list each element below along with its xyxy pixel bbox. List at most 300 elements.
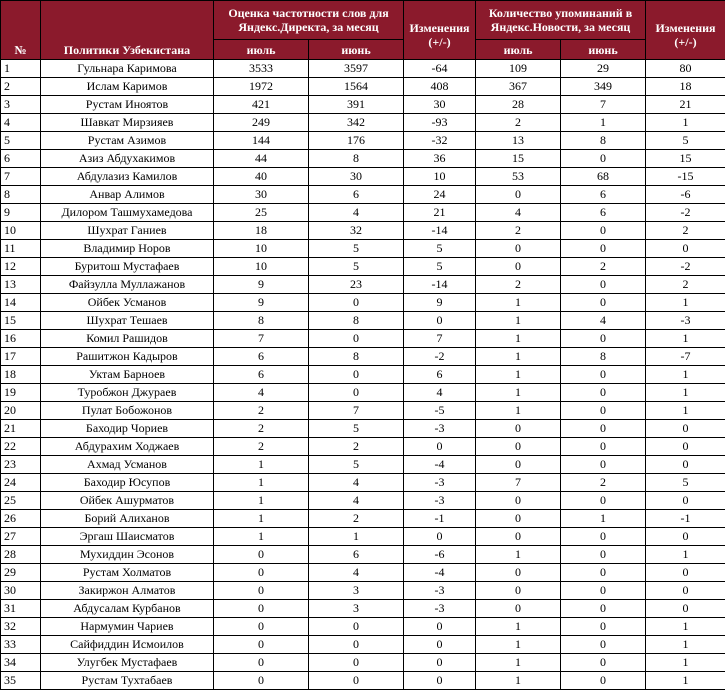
table-body <box>1 60 725 690</box>
table-row <box>1 330 725 348</box>
news-june-value: 29 <box>561 60 646 78</box>
direct-change-value: -14 <box>404 222 476 240</box>
news-change-value: 1 <box>646 114 725 132</box>
news-june-value: 0 <box>561 546 646 564</box>
col-header-direct-june: июнь <box>309 40 404 60</box>
news-change-value: -15 <box>646 168 725 186</box>
news-june-value: 0 <box>561 636 646 654</box>
news-july-value: 0 <box>476 240 561 258</box>
news-change-value: -3 <box>646 312 725 330</box>
direct-change-value: 5 <box>404 240 476 258</box>
news-change-value: 21 <box>646 96 725 114</box>
news-july-value: 0 <box>476 528 561 546</box>
news-change-value: 0 <box>646 438 725 456</box>
direct-june-value: 4 <box>309 474 404 492</box>
row-number: 15 <box>1 312 41 330</box>
news-july-value: 53 <box>476 168 561 186</box>
direct-june-value: 0 <box>309 384 404 402</box>
politician-name: Анвар Алимов <box>41 186 214 204</box>
news-change-value: 5 <box>646 132 725 150</box>
politician-name: Эргаш Шаисматов <box>41 528 214 546</box>
table-row <box>1 384 725 402</box>
direct-june-value: 4 <box>309 492 404 510</box>
direct-change-value: 7 <box>404 330 476 348</box>
news-july-value: 28 <box>476 96 561 114</box>
politician-name: Буритош Мустафаев <box>41 258 214 276</box>
news-change-unit: (+/-) <box>646 35 725 49</box>
news-june-value: 0 <box>561 150 646 168</box>
politician-name: Баходир Чориев <box>41 420 214 438</box>
direct-june-value: 5 <box>309 240 404 258</box>
header-row-top <box>1 1 725 40</box>
row-number: 23 <box>1 456 41 474</box>
news-change-value: 1 <box>646 384 725 402</box>
col-header-direct-july: июль <box>214 40 309 60</box>
direct-july-value: 0 <box>214 564 309 582</box>
politician-name: Комил Рашидов <box>41 330 214 348</box>
direct-change-value: -3 <box>404 582 476 600</box>
row-number: 30 <box>1 582 41 600</box>
row-number: 14 <box>1 294 41 312</box>
news-change-value: 0 <box>646 456 725 474</box>
news-july-value: 1 <box>476 330 561 348</box>
table-row <box>1 150 725 168</box>
direct-july-value: 1 <box>214 528 309 546</box>
table-row <box>1 276 725 294</box>
news-july-value: 0 <box>476 258 561 276</box>
news-june-value: 0 <box>561 582 646 600</box>
direct-change-value: -5 <box>404 402 476 420</box>
direct-june-value: 3597 <box>309 60 404 78</box>
table-row <box>1 348 725 366</box>
direct-july-value: 4 <box>214 384 309 402</box>
direct-june-value: 1 <box>309 528 404 546</box>
row-number: 17 <box>1 348 41 366</box>
row-number: 26 <box>1 510 41 528</box>
news-june-value: 0 <box>561 456 646 474</box>
col-header-number: № <box>1 1 41 60</box>
direct-change-value: 408 <box>404 78 476 96</box>
direct-june-value: 3 <box>309 600 404 618</box>
direct-june-value: 6 <box>309 546 404 564</box>
news-july-value: 0 <box>476 600 561 618</box>
news-change-value: 1 <box>646 654 725 672</box>
direct-july-value: 9 <box>214 294 309 312</box>
news-june-value: 0 <box>561 438 646 456</box>
table-row <box>1 312 725 330</box>
row-number: 25 <box>1 492 41 510</box>
direct-change-value: -4 <box>404 564 476 582</box>
row-number: 8 <box>1 186 41 204</box>
direct-change-value: 10 <box>404 168 476 186</box>
direct-june-value: 7 <box>309 402 404 420</box>
table-row <box>1 564 725 582</box>
news-change-value: 0 <box>646 600 725 618</box>
politician-name: Владимир Норов <box>41 240 214 258</box>
politician-name: Ойбек Усманов <box>41 294 214 312</box>
direct-change-value: -3 <box>404 474 476 492</box>
news-change-value: 1 <box>646 618 725 636</box>
news-change-value: -2 <box>646 258 725 276</box>
news-july-value: 0 <box>476 582 561 600</box>
table-row <box>1 132 725 150</box>
direct-change-label: Изменения <box>404 21 475 35</box>
table-row <box>1 258 725 276</box>
politician-name: Рустам Азимов <box>41 132 214 150</box>
direct-june-value: 23 <box>309 276 404 294</box>
row-number: 12 <box>1 258 41 276</box>
news-change-value: 18 <box>646 78 725 96</box>
direct-july-value: 0 <box>214 618 309 636</box>
row-number: 22 <box>1 438 41 456</box>
direct-change-value: 0 <box>404 672 476 690</box>
direct-change-value: 5 <box>404 258 476 276</box>
news-july-value: 0 <box>476 564 561 582</box>
direct-change-value: -4 <box>404 456 476 474</box>
direct-july-value: 0 <box>214 582 309 600</box>
news-july-value: 0 <box>476 510 561 528</box>
direct-change-unit: (+/-) <box>404 35 475 49</box>
direct-change-value: 24 <box>404 186 476 204</box>
col-header-news-july: июль <box>476 40 561 60</box>
news-change-value: 15 <box>646 150 725 168</box>
news-change-value: 80 <box>646 60 725 78</box>
news-change-value: 0 <box>646 492 725 510</box>
table-row <box>1 600 725 618</box>
direct-july-value: 249 <box>214 114 309 132</box>
direct-june-value: 0 <box>309 654 404 672</box>
news-july-value: 0 <box>476 420 561 438</box>
news-june-value: 0 <box>561 654 646 672</box>
direct-june-value: 0 <box>309 330 404 348</box>
direct-june-value: 5 <box>309 258 404 276</box>
news-july-value: 1 <box>476 618 561 636</box>
table-row <box>1 186 725 204</box>
news-june-value: 0 <box>561 240 646 258</box>
row-number: 18 <box>1 366 41 384</box>
row-number: 11 <box>1 240 41 258</box>
row-number: 24 <box>1 474 41 492</box>
politician-name: Нармумин Чариев <box>41 618 214 636</box>
politician-name: Абдурахим Ходжаев <box>41 438 214 456</box>
row-number: 3 <box>1 96 41 114</box>
direct-change-value: 0 <box>404 636 476 654</box>
politician-name: Абдулазиз Камилов <box>41 168 214 186</box>
news-july-value: 1 <box>476 384 561 402</box>
news-june-value: 8 <box>561 132 646 150</box>
news-june-value: 2 <box>561 258 646 276</box>
table-row <box>1 420 725 438</box>
news-july-value: 1 <box>476 402 561 420</box>
direct-july-value: 1 <box>214 510 309 528</box>
direct-july-value: 2 <box>214 420 309 438</box>
news-change-value: -7 <box>646 348 725 366</box>
table-row <box>1 474 725 492</box>
row-number: 9 <box>1 204 41 222</box>
politician-name: Улугбек Мустафаев <box>41 654 214 672</box>
news-july-value: 1 <box>476 654 561 672</box>
direct-june-value: 0 <box>309 672 404 690</box>
news-change-value: 1 <box>646 402 725 420</box>
row-number: 27 <box>1 528 41 546</box>
col-header-yandex-direct: Оценка частотности слов для Яндекс.Директа, за месяц <box>214 1 404 40</box>
row-number: 32 <box>1 618 41 636</box>
news-july-value: 1 <box>476 636 561 654</box>
direct-july-value: 6 <box>214 348 309 366</box>
news-change-value: 1 <box>646 546 725 564</box>
politician-name: Рашитжон Кадыров <box>41 348 214 366</box>
news-june-value: 0 <box>561 294 646 312</box>
direct-change-value: -64 <box>404 60 476 78</box>
row-number: 7 <box>1 168 41 186</box>
direct-june-value: 5 <box>309 456 404 474</box>
table-row <box>1 240 725 258</box>
news-change-value: 2 <box>646 222 725 240</box>
table-row <box>1 582 725 600</box>
direct-july-value: 6 <box>214 366 309 384</box>
direct-july-value: 421 <box>214 96 309 114</box>
direct-july-value: 0 <box>214 636 309 654</box>
direct-june-value: 6 <box>309 186 404 204</box>
direct-july-value: 2 <box>214 402 309 420</box>
politician-name: Рустам Иноятов <box>41 96 214 114</box>
direct-change-value: -3 <box>404 492 476 510</box>
news-june-value: 0 <box>561 528 646 546</box>
col-header-direct-change <box>404 1 476 60</box>
table-row <box>1 96 725 114</box>
direct-july-value: 0 <box>214 600 309 618</box>
direct-june-value: 342 <box>309 114 404 132</box>
direct-change-value: 36 <box>404 150 476 168</box>
news-july-value: 0 <box>476 186 561 204</box>
row-number: 13 <box>1 276 41 294</box>
direct-july-value: 1 <box>214 474 309 492</box>
row-number: 21 <box>1 420 41 438</box>
direct-july-value: 8 <box>214 312 309 330</box>
direct-change-value: 21 <box>404 204 476 222</box>
row-number: 16 <box>1 330 41 348</box>
news-june-value: 0 <box>561 564 646 582</box>
table-row <box>1 654 725 672</box>
news-july-value: 0 <box>476 492 561 510</box>
table-row <box>1 618 725 636</box>
direct-change-value: -32 <box>404 132 476 150</box>
news-july-value: 1 <box>476 312 561 330</box>
news-july-value: 15 <box>476 150 561 168</box>
politician-name: Туробжон Джураев <box>41 384 214 402</box>
direct-june-value: 4 <box>309 564 404 582</box>
direct-june-value: 32 <box>309 222 404 240</box>
row-number: 34 <box>1 654 41 672</box>
col-header-news-change <box>646 1 725 60</box>
politician-name: Рустам Холматов <box>41 564 214 582</box>
row-number: 2 <box>1 78 41 96</box>
news-june-value: 0 <box>561 384 646 402</box>
table-row <box>1 402 725 420</box>
news-july-value: 4 <box>476 204 561 222</box>
row-number: 6 <box>1 150 41 168</box>
table-row <box>1 60 725 78</box>
table-row <box>1 366 725 384</box>
news-july-value: 109 <box>476 60 561 78</box>
table-row <box>1 204 725 222</box>
row-number: 10 <box>1 222 41 240</box>
table-row <box>1 672 725 690</box>
direct-change-value: 0 <box>404 618 476 636</box>
table-row <box>1 78 725 96</box>
direct-change-value: -1 <box>404 510 476 528</box>
news-july-value: 2 <box>476 222 561 240</box>
politician-name: Уктам Барноев <box>41 366 214 384</box>
direct-june-value: 8 <box>309 150 404 168</box>
direct-july-value: 2 <box>214 438 309 456</box>
news-june-value: 0 <box>561 402 646 420</box>
row-number: 28 <box>1 546 41 564</box>
news-june-value: 0 <box>561 366 646 384</box>
news-change-value: 1 <box>646 294 725 312</box>
table-row <box>1 114 725 132</box>
news-change-value: 0 <box>646 582 725 600</box>
news-june-value: 0 <box>561 600 646 618</box>
row-number: 35 <box>1 672 41 690</box>
news-july-value: 1 <box>476 672 561 690</box>
politician-name: Ахмад Усманов <box>41 456 214 474</box>
table-row <box>1 528 725 546</box>
news-change-value: 0 <box>646 240 725 258</box>
news-change-value: 1 <box>646 636 725 654</box>
news-july-value: 1 <box>476 348 561 366</box>
direct-change-value: 0 <box>404 528 476 546</box>
news-june-value: 6 <box>561 186 646 204</box>
direct-change-value: 0 <box>404 654 476 672</box>
news-june-value: 1 <box>561 114 646 132</box>
direct-june-value: 2 <box>309 438 404 456</box>
direct-change-value: -3 <box>404 420 476 438</box>
news-july-value: 2 <box>476 276 561 294</box>
news-change-value: -1 <box>646 510 725 528</box>
direct-change-value: 30 <box>404 96 476 114</box>
direct-july-value: 30 <box>214 186 309 204</box>
direct-june-value: 2 <box>309 510 404 528</box>
col-header-news-june: июнь <box>561 40 646 60</box>
row-number: 20 <box>1 402 41 420</box>
news-july-value: 1 <box>476 546 561 564</box>
col-header-yandex-news: Количество упоминаний в Яндекс.Новости, за месяц <box>476 1 646 40</box>
direct-july-value: 1 <box>214 456 309 474</box>
direct-change-value: 9 <box>404 294 476 312</box>
politician-name: Сайфиддин Исмоилов <box>41 636 214 654</box>
news-june-value: 8 <box>561 348 646 366</box>
news-july-value: 1 <box>476 294 561 312</box>
politician-name: Файзулла Муллажанов <box>41 276 214 294</box>
news-change-value: 0 <box>646 528 725 546</box>
direct-june-value: 1564 <box>309 78 404 96</box>
table-row <box>1 546 725 564</box>
direct-july-value: 44 <box>214 150 309 168</box>
politician-name: Мухиддин Эсонов <box>41 546 214 564</box>
news-change-value: 2 <box>646 276 725 294</box>
news-july-value: 0 <box>476 456 561 474</box>
direct-june-value: 0 <box>309 636 404 654</box>
direct-july-value: 0 <box>214 672 309 690</box>
news-july-value: 0 <box>476 438 561 456</box>
news-change-value: 5 <box>646 474 725 492</box>
direct-july-value: 18 <box>214 222 309 240</box>
news-change-value: 1 <box>646 672 725 690</box>
politician-name: Баходир Юсупов <box>41 474 214 492</box>
news-change-value: -6 <box>646 186 725 204</box>
table-row <box>1 168 725 186</box>
direct-june-value: 391 <box>309 96 404 114</box>
news-june-value: 0 <box>561 276 646 294</box>
direct-july-value: 1972 <box>214 78 309 96</box>
politician-name: Абдусалам Курбанов <box>41 600 214 618</box>
table-row <box>1 636 725 654</box>
news-june-value: 0 <box>561 618 646 636</box>
direct-change-value: 0 <box>404 312 476 330</box>
news-june-value: 68 <box>561 168 646 186</box>
direct-july-value: 7 <box>214 330 309 348</box>
politician-name: Азиз Абдухакимов <box>41 150 214 168</box>
direct-change-value: 0 <box>404 438 476 456</box>
news-change-value: 1 <box>646 330 725 348</box>
row-number: 19 <box>1 384 41 402</box>
news-change-value: 0 <box>646 564 725 582</box>
direct-june-value: 176 <box>309 132 404 150</box>
news-june-value: 0 <box>561 420 646 438</box>
row-number: 29 <box>1 564 41 582</box>
politician-name: Шухрат Ганиев <box>41 222 214 240</box>
direct-change-value: -93 <box>404 114 476 132</box>
direct-june-value: 8 <box>309 348 404 366</box>
direct-june-value: 3 <box>309 582 404 600</box>
news-july-value: 7 <box>476 474 561 492</box>
news-june-value: 4 <box>561 312 646 330</box>
news-change-value: 0 <box>646 420 725 438</box>
direct-june-value: 8 <box>309 312 404 330</box>
news-june-value: 0 <box>561 492 646 510</box>
direct-change-value: 4 <box>404 384 476 402</box>
politician-name: Шухрат Тешаев <box>41 312 214 330</box>
row-number: 1 <box>1 60 41 78</box>
news-change-value: 1 <box>646 366 725 384</box>
news-june-value: 0 <box>561 672 646 690</box>
news-july-value: 2 <box>476 114 561 132</box>
politician-name: Закиржон Алматов <box>41 582 214 600</box>
politician-name: Шавкат Мирзияев <box>41 114 214 132</box>
news-july-value: 13 <box>476 132 561 150</box>
direct-june-value: 0 <box>309 366 404 384</box>
table-row <box>1 456 725 474</box>
table-row <box>1 510 725 528</box>
direct-change-value: -14 <box>404 276 476 294</box>
direct-june-value: 0 <box>309 618 404 636</box>
news-change-label: Изменения <box>646 21 725 35</box>
news-july-value: 1 <box>476 366 561 384</box>
politician-name: Гульнара Каримова <box>41 60 214 78</box>
news-june-value: 0 <box>561 222 646 240</box>
news-june-value: 1 <box>561 510 646 528</box>
politician-name: Дилором Ташмухамедова <box>41 204 214 222</box>
direct-july-value: 10 <box>214 258 309 276</box>
col-header-name: Политики Узбекистана <box>41 1 214 60</box>
politician-name: Ойбек Ашурматов <box>41 492 214 510</box>
direct-july-value: 1 <box>214 492 309 510</box>
table-row <box>1 294 725 312</box>
politician-name: Борий Алиханов <box>41 510 214 528</box>
direct-july-value: 9 <box>214 276 309 294</box>
direct-june-value: 5 <box>309 420 404 438</box>
